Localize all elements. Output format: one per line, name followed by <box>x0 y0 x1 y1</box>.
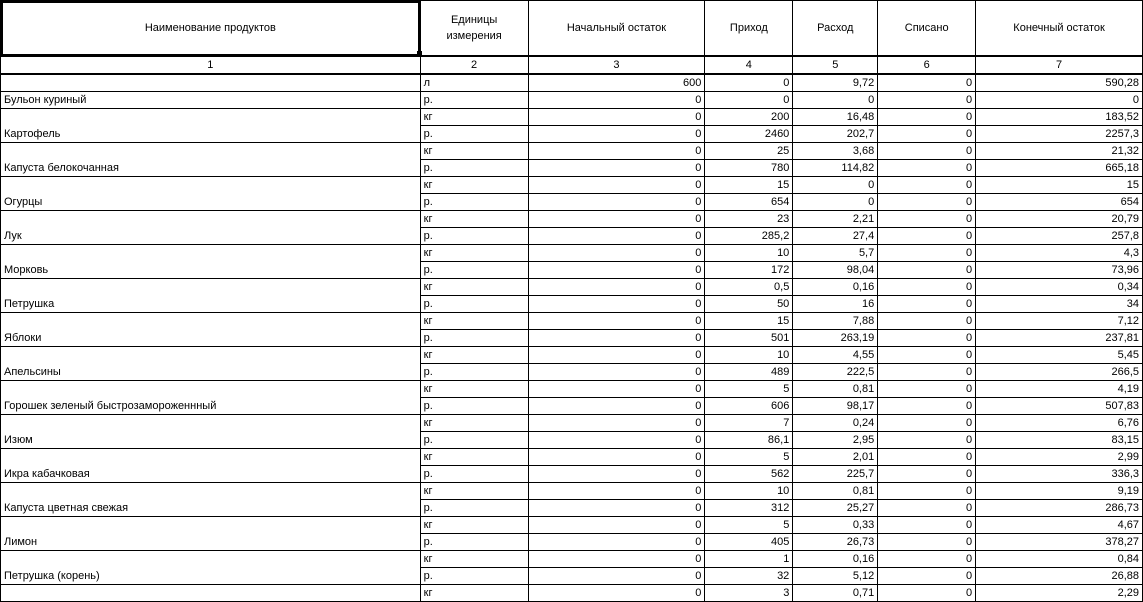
unit-cell[interactable]: р. <box>420 465 528 482</box>
written-off-cell[interactable]: 0 <box>878 465 976 482</box>
income-cell[interactable]: 25 <box>705 142 793 159</box>
closing-balance-cell[interactable]: 183,52 <box>976 108 1143 125</box>
product-name-cell[interactable]: Яблоки <box>1 312 421 346</box>
closing-balance-cell[interactable]: 654 <box>976 193 1143 210</box>
written-off-cell[interactable]: 0 <box>878 584 976 601</box>
income-cell[interactable]: 5 <box>705 380 793 397</box>
opening-balance-cell[interactable]: 0 <box>528 108 705 125</box>
unit-cell[interactable]: р. <box>420 159 528 176</box>
written-off-cell[interactable]: 0 <box>878 380 976 397</box>
written-off-cell[interactable]: 0 <box>878 567 976 584</box>
closing-balance-cell[interactable]: 34 <box>976 295 1143 312</box>
opening-balance-cell[interactable]: 0 <box>528 312 705 329</box>
income-cell[interactable]: 1 <box>705 550 793 567</box>
written-off-cell[interactable]: 0 <box>878 516 976 533</box>
written-off-cell[interactable]: 0 <box>878 346 976 363</box>
expense-cell[interactable]: 5,7 <box>793 244 878 261</box>
expense-cell[interactable]: 0,81 <box>793 482 878 499</box>
product-name-cell[interactable]: Икра кабачковая <box>1 448 421 482</box>
income-cell[interactable]: 10 <box>705 482 793 499</box>
unit-cell[interactable]: кг <box>420 176 528 193</box>
opening-balance-cell[interactable]: 0 <box>528 363 705 380</box>
opening-balance-cell[interactable]: 0 <box>528 516 705 533</box>
written-off-cell[interactable]: 0 <box>878 550 976 567</box>
opening-balance-cell[interactable]: 0 <box>528 584 705 601</box>
closing-balance-cell[interactable]: 507,83 <box>976 397 1143 414</box>
opening-balance-cell[interactable]: 0 <box>528 482 705 499</box>
table-row <box>1 448 1143 465</box>
product-name-cell[interactable]: Огурцы <box>1 176 421 210</box>
opening-balance-cell[interactable]: 0 <box>528 533 705 550</box>
opening-balance-cell[interactable]: 0 <box>528 227 705 244</box>
table-row <box>1 278 1143 295</box>
closing-balance-cell[interactable]: 237,81 <box>976 329 1143 346</box>
unit-cell[interactable]: кг <box>420 482 528 499</box>
opening-balance-cell[interactable]: 0 <box>528 550 705 567</box>
product-name-cell[interactable]: Петрушка (корень) <box>1 550 421 584</box>
income-cell[interactable]: 200 <box>705 108 793 125</box>
table-row <box>1 482 1143 499</box>
unit-cell[interactable]: кг <box>420 550 528 567</box>
opening-balance-cell[interactable]: 0 <box>528 380 705 397</box>
closing-balance-cell[interactable]: 336,3 <box>976 465 1143 482</box>
table-row <box>1 414 1143 431</box>
closing-balance-cell[interactable]: 0,84 <box>976 550 1143 567</box>
written-off-cell[interactable]: 0 <box>878 431 976 448</box>
expense-cell[interactable]: 5,12 <box>793 567 878 584</box>
unit-cell[interactable]: р. <box>420 329 528 346</box>
expense-cell[interactable]: 2,95 <box>793 431 878 448</box>
opening-balance-cell[interactable]: 0 <box>528 142 705 159</box>
header-cell-written-off[interactable]: Списано <box>878 1 976 56</box>
unit-cell[interactable]: р. <box>420 91 528 108</box>
written-off-cell[interactable]: 0 <box>878 108 976 125</box>
unit-cell[interactable]: кг <box>420 142 528 159</box>
product-name-cell[interactable]: Капуста цветная свежая <box>1 482 421 516</box>
income-cell[interactable]: 5 <box>705 516 793 533</box>
expense-cell[interactable]: 27,4 <box>793 227 878 244</box>
expense-cell[interactable]: 16 <box>793 295 878 312</box>
written-off-cell[interactable]: 0 <box>878 448 976 465</box>
closing-balance-cell[interactable]: 4,67 <box>976 516 1143 533</box>
income-cell[interactable]: 606 <box>705 397 793 414</box>
expense-cell[interactable]: 0,71 <box>793 584 878 601</box>
product-name-cell[interactable]: Морковь <box>1 244 421 278</box>
written-off-cell[interactable]: 0 <box>878 159 976 176</box>
written-off-cell[interactable]: 0 <box>878 414 976 431</box>
written-off-cell[interactable]: 0 <box>878 210 976 227</box>
income-cell[interactable]: 50 <box>705 295 793 312</box>
opening-balance-cell[interactable]: 0 <box>528 346 705 363</box>
expense-cell[interactable]: 263,19 <box>793 329 878 346</box>
closing-balance-cell[interactable]: 73,96 <box>976 261 1143 278</box>
unit-cell[interactable]: кг <box>420 584 528 601</box>
header-row <box>1 1 1143 56</box>
opening-balance-cell[interactable]: 0 <box>528 431 705 448</box>
closing-balance-cell[interactable]: 286,73 <box>976 499 1143 516</box>
expense-cell[interactable]: 25,27 <box>793 499 878 516</box>
column-number-cell[interactable]: 3 <box>528 56 705 74</box>
expense-cell[interactable]: 222,5 <box>793 363 878 380</box>
header-cell-opening-balance[interactable]: Начальный остаток <box>528 1 705 56</box>
opening-balance-cell[interactable]: 0 <box>528 159 705 176</box>
written-off-cell[interactable]: 0 <box>878 295 976 312</box>
unit-cell[interactable]: кг <box>420 244 528 261</box>
table-row <box>1 346 1143 363</box>
written-off-cell[interactable]: 0 <box>878 176 976 193</box>
table-row <box>1 550 1143 567</box>
written-off-cell[interactable]: 0 <box>878 363 976 380</box>
column-number-cell[interactable]: 7 <box>976 56 1143 74</box>
expense-cell[interactable]: 0,24 <box>793 414 878 431</box>
unit-cell[interactable]: р. <box>420 533 528 550</box>
written-off-cell[interactable]: 0 <box>878 244 976 261</box>
expense-cell[interactable]: 0 <box>793 91 878 108</box>
opening-balance-cell[interactable]: 0 <box>528 465 705 482</box>
header-cell-product-name[interactable]: Наименование продуктов <box>1 1 421 56</box>
table-row <box>1 380 1143 397</box>
column-number-cell[interactable]: 6 <box>878 56 976 74</box>
header-cell-expense[interactable]: Расход <box>793 1 878 56</box>
fill-handle[interactable] <box>417 51 422 56</box>
column-number-cell[interactable]: 4 <box>705 56 793 74</box>
opening-balance-cell[interactable]: 0 <box>528 193 705 210</box>
written-off-cell[interactable]: 0 <box>878 533 976 550</box>
income-cell[interactable]: 2460 <box>705 125 793 142</box>
table-row <box>1 176 1143 193</box>
income-cell[interactable]: 0 <box>705 91 793 108</box>
closing-balance-cell[interactable]: 5,45 <box>976 346 1143 363</box>
income-cell[interactable]: 15 <box>705 176 793 193</box>
unit-cell[interactable]: кг <box>420 346 528 363</box>
opening-balance-cell[interactable]: 0 <box>528 125 705 142</box>
header-cell-income[interactable]: Приход <box>705 1 793 56</box>
unit-cell[interactable]: кг <box>420 210 528 227</box>
closing-balance-cell[interactable]: 6,76 <box>976 414 1143 431</box>
closing-balance-cell[interactable]: 266,5 <box>976 363 1143 380</box>
expense-cell[interactable]: 0,33 <box>793 516 878 533</box>
opening-balance-cell[interactable]: 0 <box>528 414 705 431</box>
closing-balance-cell[interactable]: 2,29 <box>976 584 1143 601</box>
opening-balance-cell[interactable]: 0 <box>528 261 705 278</box>
table-row <box>1 142 1143 159</box>
unit-cell[interactable]: кг <box>420 278 528 295</box>
product-name-cell[interactable]: Капуста белокочанная <box>1 142 421 176</box>
income-cell[interactable]: 405 <box>705 533 793 550</box>
opening-balance-cell[interactable]: 0 <box>528 397 705 414</box>
table-row <box>1 210 1143 227</box>
opening-balance-cell[interactable]: 0 <box>528 278 705 295</box>
closing-balance-cell[interactable]: 257,8 <box>976 227 1143 244</box>
unit-cell[interactable]: р. <box>420 363 528 380</box>
table-row <box>1 584 1143 601</box>
unit-cell[interactable]: р. <box>420 261 528 278</box>
written-off-cell[interactable]: 0 <box>878 74 976 92</box>
expense-cell[interactable]: 3,68 <box>793 142 878 159</box>
income-cell[interactable]: 10 <box>705 346 793 363</box>
unit-cell[interactable]: кг <box>420 516 528 533</box>
income-cell[interactable]: 0,5 <box>705 278 793 295</box>
opening-balance-cell[interactable]: 0 <box>528 91 705 108</box>
unit-cell[interactable]: р. <box>420 295 528 312</box>
expense-cell[interactable]: 26,73 <box>793 533 878 550</box>
product-name-cell[interactable]: Изюм <box>1 414 421 448</box>
table-row <box>1 516 1143 533</box>
unit-cell[interactable]: кг <box>420 414 528 431</box>
written-off-cell[interactable]: 0 <box>878 227 976 244</box>
opening-balance-cell[interactable]: 0 <box>528 448 705 465</box>
income-cell[interactable]: 501 <box>705 329 793 346</box>
unit-cell[interactable]: кг <box>420 108 528 125</box>
income-cell[interactable]: 489 <box>705 363 793 380</box>
written-off-cell[interactable]: 0 <box>878 499 976 516</box>
table-row <box>1 74 1143 92</box>
unit-cell[interactable]: кг <box>420 312 528 329</box>
closing-balance-cell[interactable]: 378,27 <box>976 533 1143 550</box>
expense-cell[interactable]: 225,7 <box>793 465 878 482</box>
closing-balance-cell[interactable]: 20,79 <box>976 210 1143 227</box>
product-name-cell[interactable]: Бульон куриный <box>1 91 421 108</box>
written-off-cell[interactable]: 0 <box>878 91 976 108</box>
product-name-cell[interactable]: Лук <box>1 210 421 244</box>
column-number-cell[interactable]: 2 <box>420 56 528 74</box>
income-cell[interactable]: 312 <box>705 499 793 516</box>
expense-cell[interactable]: 0 <box>793 193 878 210</box>
written-off-cell[interactable]: 0 <box>878 278 976 295</box>
header-cell-closing-balance[interactable]: Конечный остаток <box>976 1 1143 56</box>
closing-balance-cell[interactable]: 2257,3 <box>976 125 1143 142</box>
closing-balance-cell[interactable]: 590,28 <box>976 74 1143 92</box>
expense-cell[interactable]: 9,72 <box>793 74 878 92</box>
unit-cell[interactable]: л <box>420 74 528 92</box>
product-name-cell[interactable] <box>1 74 421 92</box>
closing-balance-cell[interactable]: 26,88 <box>976 567 1143 584</box>
unit-cell[interactable]: р. <box>420 193 528 210</box>
column-number-row <box>1 56 1143 74</box>
product-name-cell[interactable]: Картофель <box>1 108 421 142</box>
income-cell[interactable]: 10 <box>705 244 793 261</box>
expense-cell[interactable]: 0 <box>793 176 878 193</box>
expense-cell[interactable]: 16,48 <box>793 108 878 125</box>
income-cell[interactable]: 0 <box>705 74 793 92</box>
written-off-cell[interactable]: 0 <box>878 312 976 329</box>
income-cell[interactable]: 32 <box>705 567 793 584</box>
expense-cell[interactable]: 98,04 <box>793 261 878 278</box>
income-cell[interactable]: 5 <box>705 448 793 465</box>
table-row <box>1 244 1143 261</box>
unit-cell[interactable]: р. <box>420 431 528 448</box>
table-body <box>1 1 1143 602</box>
income-cell[interactable]: 654 <box>705 193 793 210</box>
column-number-cell[interactable]: 1 <box>1 56 421 74</box>
closing-balance-cell[interactable]: 7,12 <box>976 312 1143 329</box>
expense-cell[interactable]: 0,16 <box>793 550 878 567</box>
closing-balance-cell[interactable]: 15 <box>976 176 1143 193</box>
expense-cell[interactable]: 2,21 <box>793 210 878 227</box>
expense-cell[interactable]: 98,17 <box>793 397 878 414</box>
header-cell-units[interactable]: Единицы измерения <box>420 1 528 56</box>
written-off-cell[interactable]: 0 <box>878 261 976 278</box>
income-cell[interactable]: 562 <box>705 465 793 482</box>
product-name-cell[interactable]: Горошек зеленый быстрозамороженнный <box>1 380 421 414</box>
income-cell[interactable]: 285,2 <box>705 227 793 244</box>
product-name-cell[interactable]: Лимон <box>1 516 421 550</box>
closing-balance-cell[interactable]: 665,18 <box>976 159 1143 176</box>
unit-cell[interactable]: р. <box>420 567 528 584</box>
expense-cell[interactable]: 2,01 <box>793 448 878 465</box>
expense-cell[interactable]: 7,88 <box>793 312 878 329</box>
opening-balance-cell[interactable]: 0 <box>528 329 705 346</box>
closing-balance-cell[interactable]: 21,32 <box>976 142 1143 159</box>
unit-cell[interactable]: р. <box>420 125 528 142</box>
opening-balance-cell[interactable]: 0 <box>528 295 705 312</box>
expense-cell[interactable]: 4,55 <box>793 346 878 363</box>
closing-balance-cell[interactable]: 0 <box>976 91 1143 108</box>
income-cell[interactable]: 86,1 <box>705 431 793 448</box>
written-off-cell[interactable]: 0 <box>878 329 976 346</box>
opening-balance-cell[interactable]: 0 <box>528 499 705 516</box>
closing-balance-cell[interactable]: 4,3 <box>976 244 1143 261</box>
expense-cell[interactable]: 0,16 <box>793 278 878 295</box>
unit-cell[interactable]: р. <box>420 499 528 516</box>
income-cell[interactable]: 3 <box>705 584 793 601</box>
written-off-cell[interactable]: 0 <box>878 397 976 414</box>
opening-balance-cell[interactable]: 600 <box>528 74 705 92</box>
closing-balance-cell[interactable]: 9,19 <box>976 482 1143 499</box>
closing-balance-cell[interactable]: 83,15 <box>976 431 1143 448</box>
written-off-cell[interactable]: 0 <box>878 142 976 159</box>
opening-balance-cell[interactable]: 0 <box>528 567 705 584</box>
expense-cell[interactable]: 202,7 <box>793 125 878 142</box>
income-cell[interactable]: 7 <box>705 414 793 431</box>
written-off-cell[interactable]: 0 <box>878 125 976 142</box>
opening-balance-cell[interactable]: 0 <box>528 176 705 193</box>
expense-cell[interactable]: 0,81 <box>793 380 878 397</box>
opening-balance-cell[interactable]: 0 <box>528 210 705 227</box>
unit-cell[interactable]: р. <box>420 397 528 414</box>
income-cell[interactable]: 15 <box>705 312 793 329</box>
opening-balance-cell[interactable]: 0 <box>528 244 705 261</box>
column-number-cell[interactable]: 5 <box>793 56 878 74</box>
income-cell[interactable]: 780 <box>705 159 793 176</box>
unit-cell[interactable]: кг <box>420 380 528 397</box>
table-row <box>1 91 1143 108</box>
unit-cell[interactable]: р. <box>420 227 528 244</box>
table-row <box>1 108 1143 125</box>
product-name-cell[interactable]: Петрушка <box>1 278 421 312</box>
unit-cell[interactable]: кг <box>420 448 528 465</box>
closing-balance-cell[interactable]: 0,34 <box>976 278 1143 295</box>
income-cell[interactable]: 172 <box>705 261 793 278</box>
closing-balance-cell[interactable]: 4,19 <box>976 380 1143 397</box>
product-name-cell[interactable]: Апельсины <box>1 346 421 380</box>
table-row <box>1 312 1143 329</box>
product-name-cell[interactable] <box>1 584 421 601</box>
expense-cell[interactable]: 114,82 <box>793 159 878 176</box>
income-cell[interactable]: 23 <box>705 210 793 227</box>
written-off-cell[interactable]: 0 <box>878 193 976 210</box>
written-off-cell[interactable]: 0 <box>878 482 976 499</box>
closing-balance-cell[interactable]: 2,99 <box>976 448 1143 465</box>
